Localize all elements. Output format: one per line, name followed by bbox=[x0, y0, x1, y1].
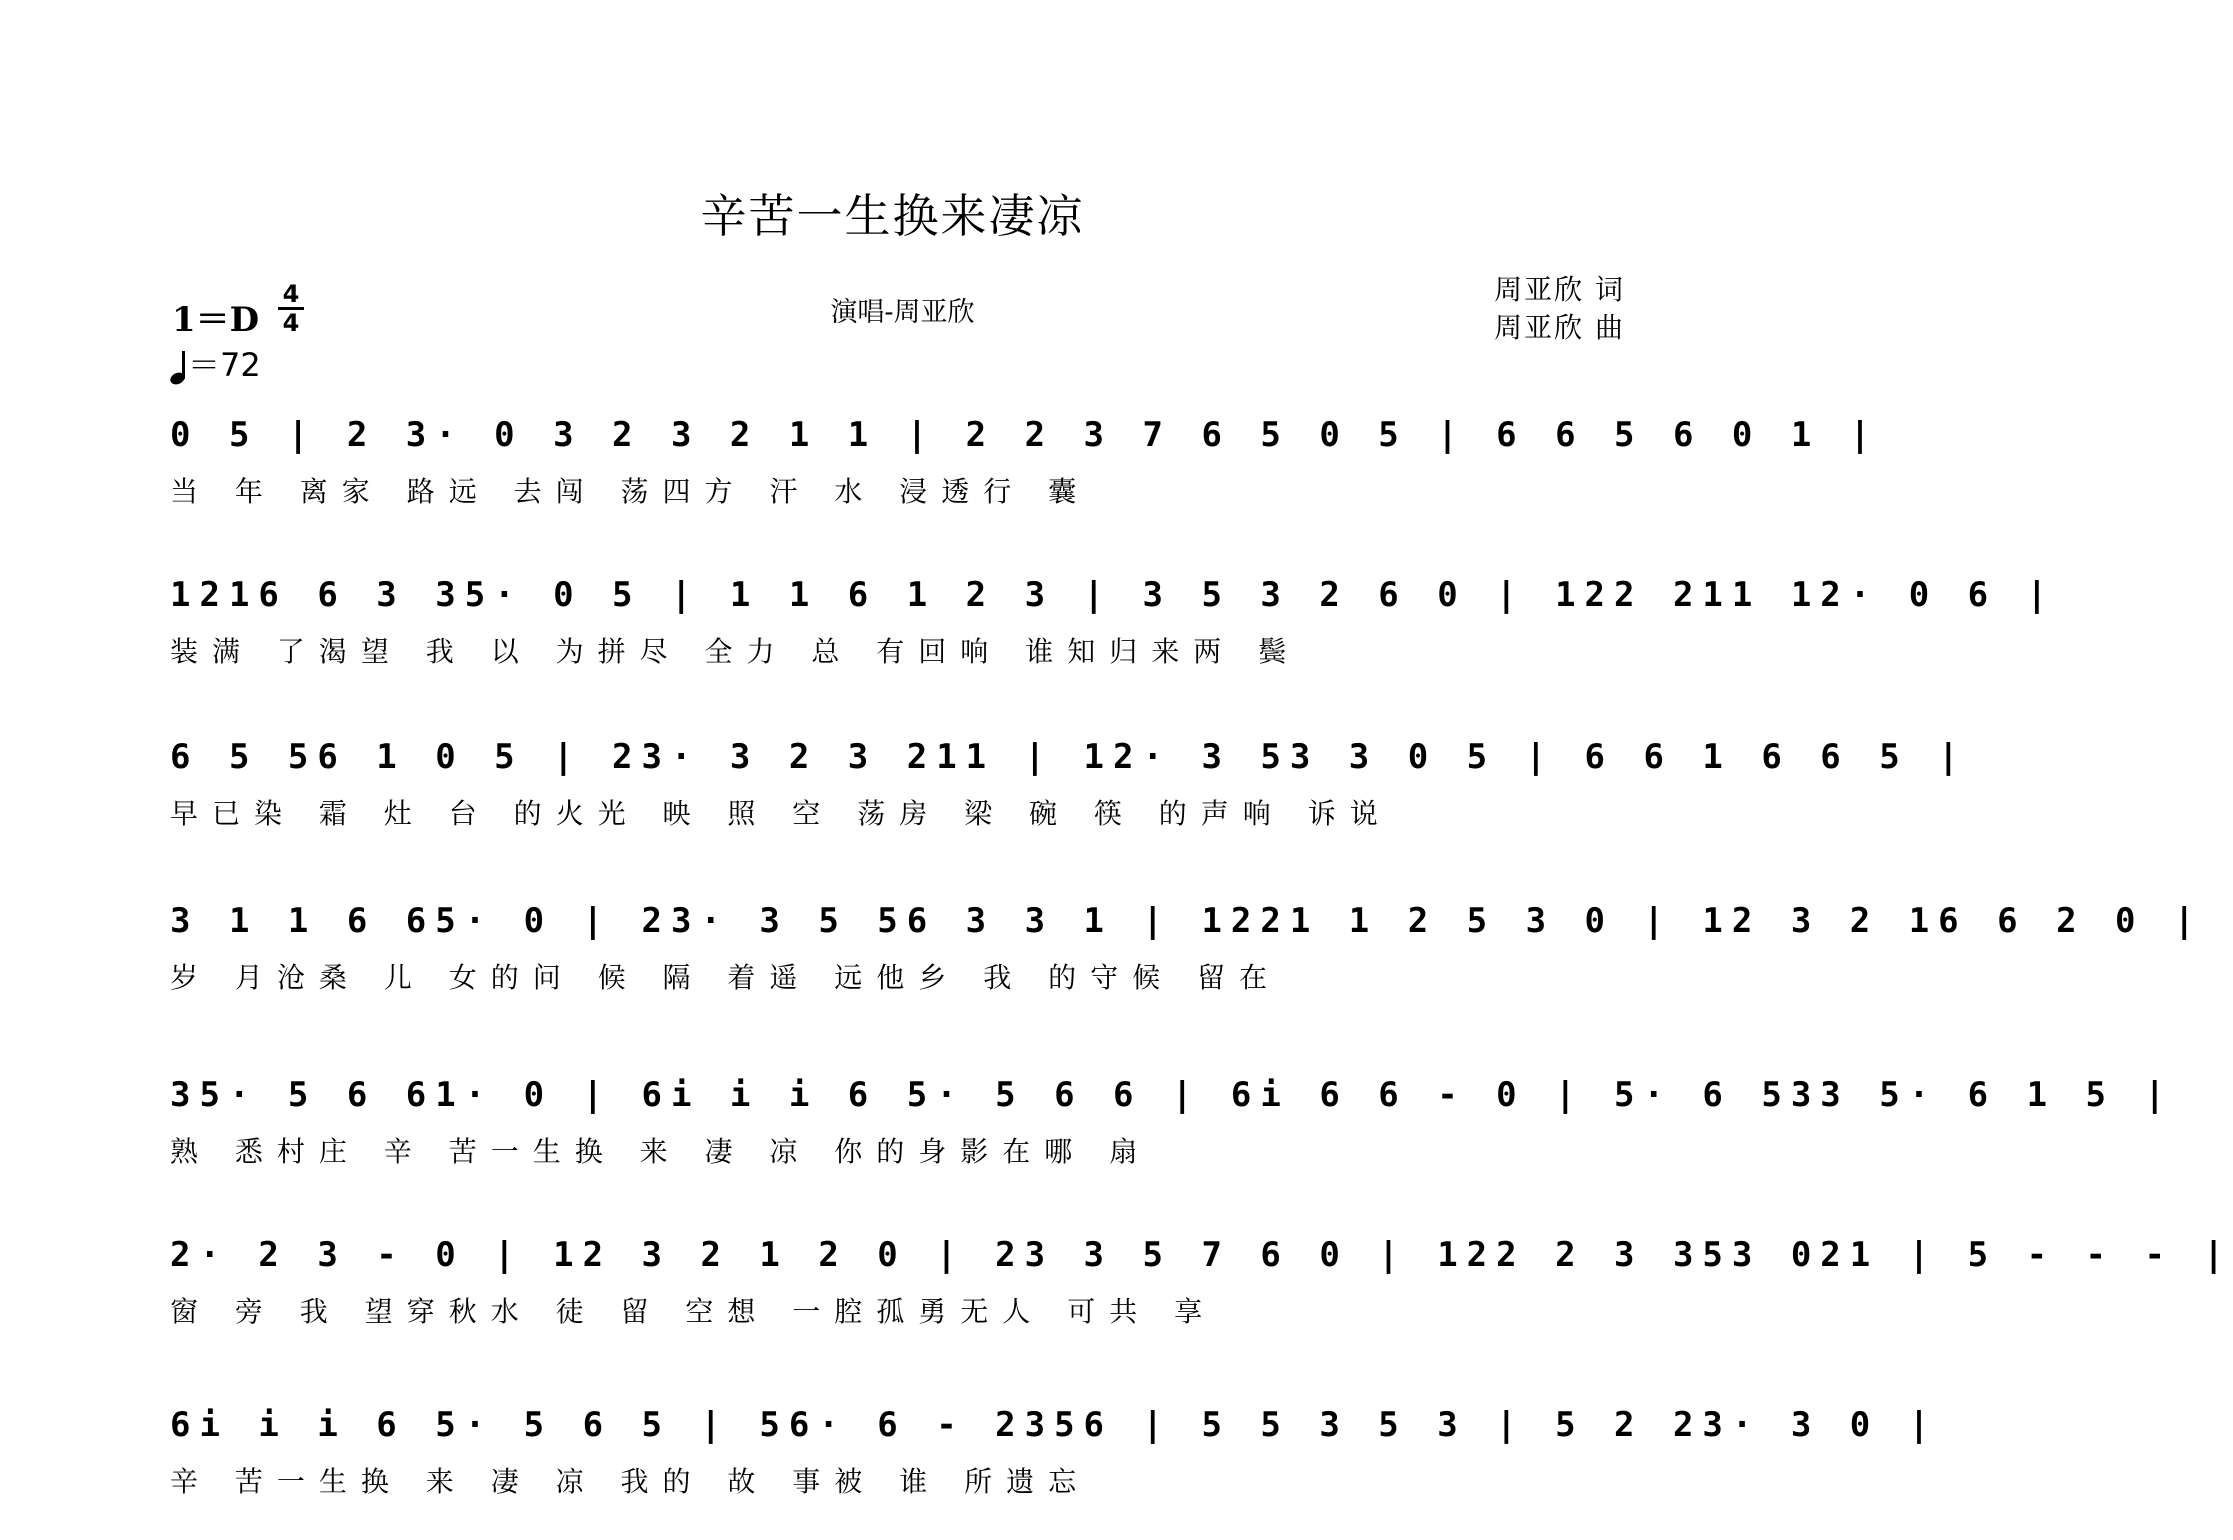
lyric-line: 辛 苦一生换 来 凄 凉 我的 故 事被 谁 所遗忘 bbox=[170, 1465, 1091, 1498]
lyric-line: 早已染 霜 灶 台 的火光 映 照 空 荡房 梁 碗 筷 的声响 诉说 bbox=[170, 797, 1392, 830]
score-row-4 bbox=[170, 886, 2204, 1036]
notation-line: 0 5 | 2 3· 0 3 2 3 2 1 1 | 2 2 3 7 6 5 0 5 | 6 6 5 6 0 1 | bbox=[170, 415, 1880, 455]
lyric-line: 岁 月沧桑 儿 女的问 候 隔 着遥 远他乡 我 的守候 留在 bbox=[170, 961, 1282, 994]
lyric-line: 熟 悉村庄 辛 苦一生换 来 凄 凉 你的身影在哪 扇 bbox=[170, 1135, 1152, 1168]
score-row-7 bbox=[170, 1390, 1939, 1540]
time-signature bbox=[278, 282, 304, 335]
score-row-2 bbox=[170, 560, 2057, 710]
lyric-line: 当 年 离家 路远 去闯 荡四方 汗 水 浸透行 囊 bbox=[170, 475, 1091, 508]
notation-line: 35· 5 6 61· 0 | 6i i i 6 5· 5 6 6 | 6i 6 6 - 0 | 5· 6 533 5· 6 1 5 | bbox=[170, 1075, 2174, 1115]
time-signature-top: 4 bbox=[282, 280, 300, 308]
song-title: 辛苦一生换来凄凉 bbox=[700, 189, 1085, 243]
quarter-note-icon bbox=[170, 354, 188, 386]
score-row-6 bbox=[170, 1220, 2233, 1370]
tempo-marking bbox=[170, 340, 261, 386]
tempo-value: ＝72 bbox=[188, 346, 261, 384]
notation-line: 2· 2 3 - 0 | 12 3 2 1 2 0 | 23 3 5 7 6 0 | 122 2 3 353 021 | 5 - - - | bbox=[170, 1235, 2233, 1275]
notation-line: 6i i i 6 5· 5 6 5 | 56· 6 - 2356 | 5 5 3 5 3 | 5 2 23· 3 0 | bbox=[170, 1405, 1939, 1445]
lyricist-credit: 周亚欣 词 bbox=[1494, 273, 1625, 306]
score-row-1 bbox=[170, 400, 1880, 550]
composer-credit: 周亚欣 曲 bbox=[1494, 311, 1625, 344]
score-row-5 bbox=[170, 1060, 2174, 1210]
lyric-line: 装满 了渴望 我 以 为拼尽 全力 总 有回响 谁知归来两 鬓 bbox=[170, 635, 1301, 668]
lyric-line: 窗 旁 我 望穿秋水 徒 留 空想 一腔孤勇无人 可共 享 bbox=[170, 1295, 1217, 1328]
notation-line: 1216 6 3 35· 0 5 | 1 1 6 1 2 3 | 3 5 3 2 6 0 | 122 211 12· 0 6 | bbox=[170, 575, 2057, 615]
score-row-3 bbox=[170, 722, 1968, 872]
notation-line: 6 5 56 1 0 5 | 23· 3 2 3 211 | 12· 3 53 3 0 5 | 6 6 1 6 6 5 | bbox=[170, 737, 1968, 777]
time-signature-bottom: 4 bbox=[282, 309, 300, 337]
notation-line: 3 1 1 6 65· 0 | 23· 3 5 56 3 3 1 | 1221 1 2 5 3 0 | 12 3 2 16 6 2 0 | bbox=[170, 901, 2204, 941]
singer-credit: 演唱-周亚欣 bbox=[830, 297, 975, 328]
key-signature: 1＝D bbox=[172, 300, 260, 340]
